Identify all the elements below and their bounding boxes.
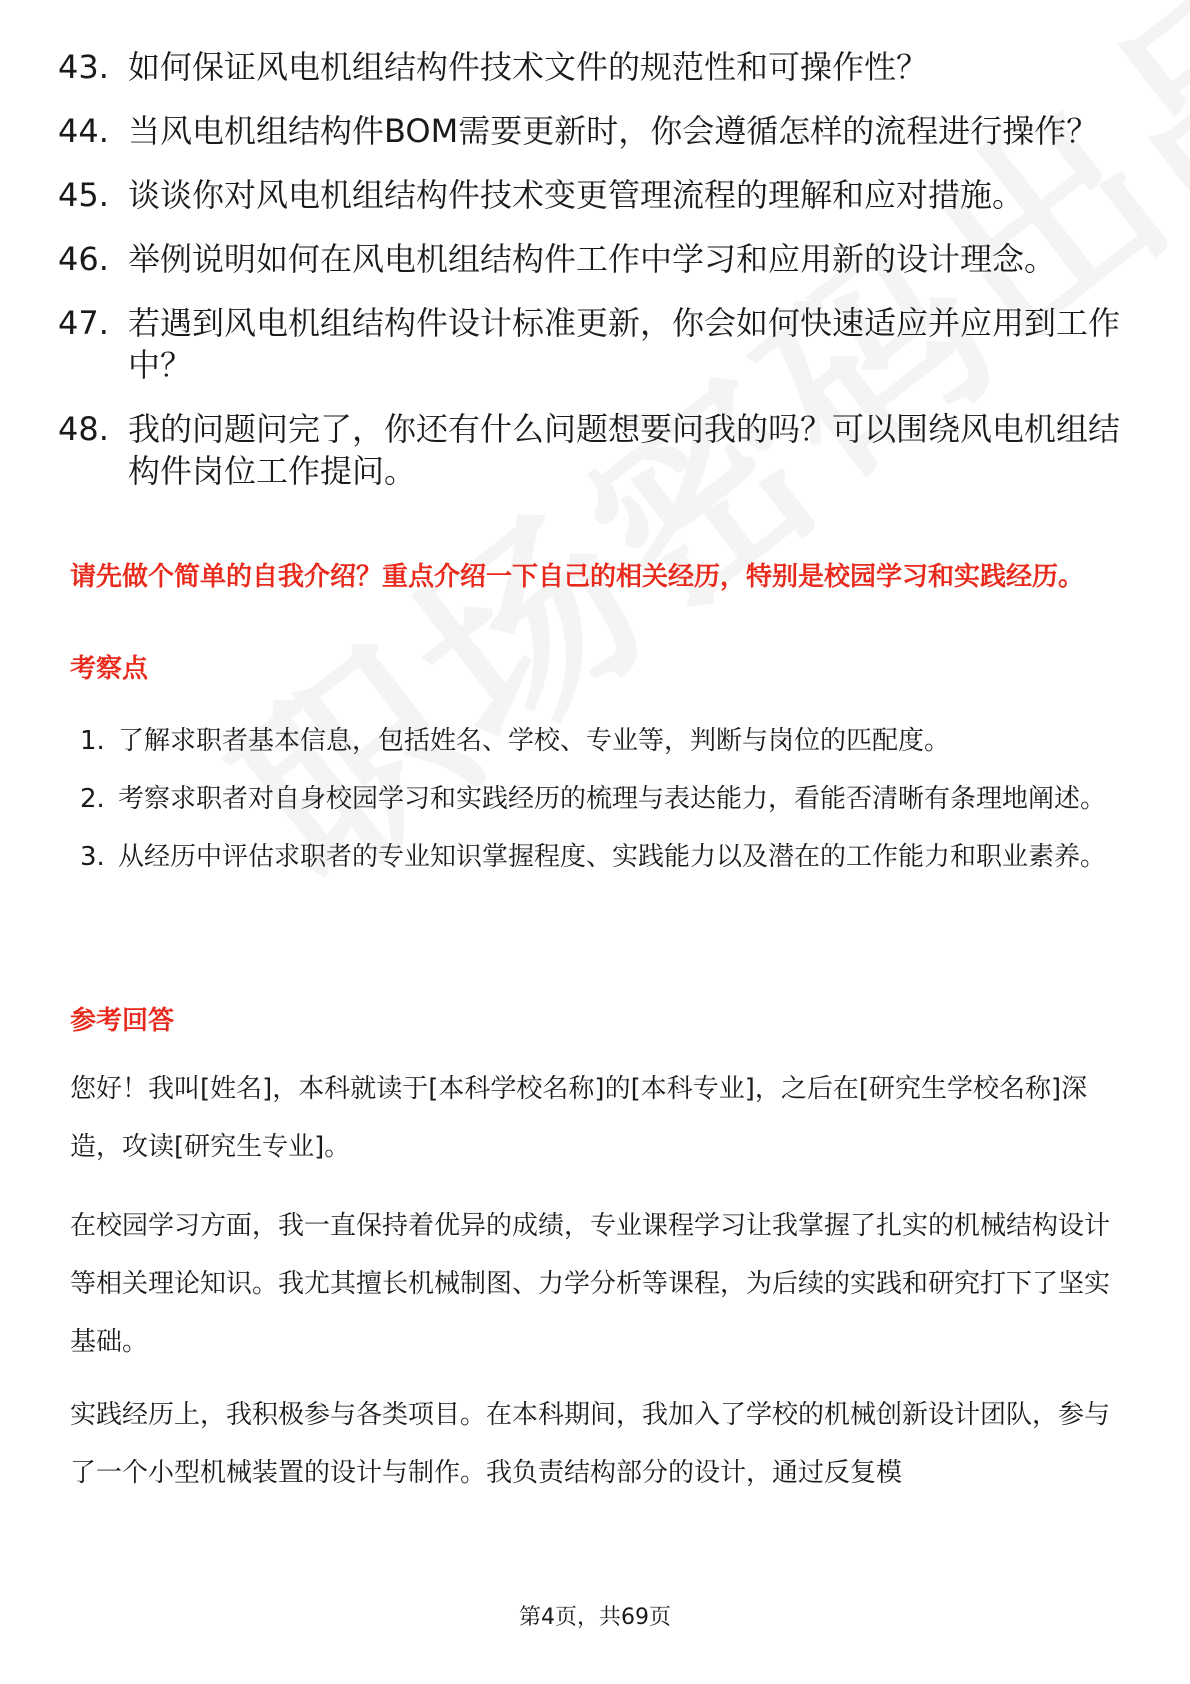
question-text: 当风电机组结构件BOM需要更新时，你会遵循怎样的流程进行操作？ <box>128 112 1099 150</box>
point-number: 2. <box>80 784 105 814</box>
question-number: 43. <box>58 48 109 86</box>
answer-paragraph: 在校园学习方面，我一直保持着优异的成绩，专业课程学习让我掌握了扎实的机械结构设计等相关理论知识。我尤其擅长机械制图、力学分析等课程，为后续的实践和研究打下了坚实基础。 <box>70 1211 1111 1357</box>
question-text: 举例说明如何在风电机组结构件工作中学习和应用新的设计理念。 <box>128 240 1057 278</box>
section-title: 请先做个简单的自我介绍？重点介绍一下自己的相关经历，特别是校园学习和实践经历。 <box>70 562 1085 592</box>
question-number: 47. <box>58 304 109 342</box>
question-item <box>58 110 1128 152</box>
question-text: 如何保证风电机组结构件技术文件的规范性和可操作性？ <box>128 48 929 86</box>
assessment-point <box>80 712 1130 770</box>
question-item <box>58 302 1128 386</box>
assessment-points-list <box>80 712 1130 886</box>
answer-heading: 参考回答 <box>70 1006 175 1036</box>
question-text: 我的问题问完了，你还有什么问题想要问我的吗？可以围绕风电机组结构件岗位工作提问。 <box>128 410 1121 490</box>
answer-paragraph: 您好！我叫[姓名]，本科就读于[本科学校名称]的[本科专业]，之后在[研究生学校名称]深造，攻读[研究生专业]。 <box>70 1074 1088 1162</box>
answer-paragraph: 实践经历上，我积极参与各类项目。在本科期间，我加入了学校的机械创新设计团队，参与了一个小型机械装置的设计与制作。我负责结构部分的设计，通过反复模 <box>70 1400 1111 1488</box>
point-text: 从经历中评估求职者的专业知识掌握程度、实践能力以及潜在的工作能力和职业素养。 <box>118 842 1107 872</box>
question-text: 谈谈你对风电机组结构件技术变更管理流程的理解和应对措施。 <box>128 176 1025 214</box>
assessment-point <box>80 770 1130 828</box>
point-number: 3. <box>80 842 105 872</box>
question-number: 45. <box>58 176 109 214</box>
question-number: 44. <box>58 112 109 150</box>
question-item <box>58 174 1128 216</box>
page-footer: 第4页，共69页 <box>519 1605 671 1630</box>
question-list <box>58 46 1128 514</box>
question-item <box>58 238 1128 280</box>
question-number: 46. <box>58 240 109 278</box>
question-number: 48. <box>58 410 109 448</box>
question-item <box>58 408 1128 492</box>
points-heading: 考察点 <box>70 654 149 684</box>
point-number: 1. <box>80 726 105 756</box>
question-item <box>58 46 1128 88</box>
point-text: 考察求职者对自身校园学习和实践经历的梳理与表达能力，看能否清晰有条理地阐述。 <box>118 784 1107 814</box>
point-text: 了解求职者基本信息，包括姓名、学校、专业等，判断与岗位的匹配度。 <box>118 726 951 756</box>
assessment-point <box>80 828 1130 886</box>
question-text: 若遇到风电机组结构件设计标准更新，你会如何快速适应并应用到工作中？ <box>128 304 1121 384</box>
